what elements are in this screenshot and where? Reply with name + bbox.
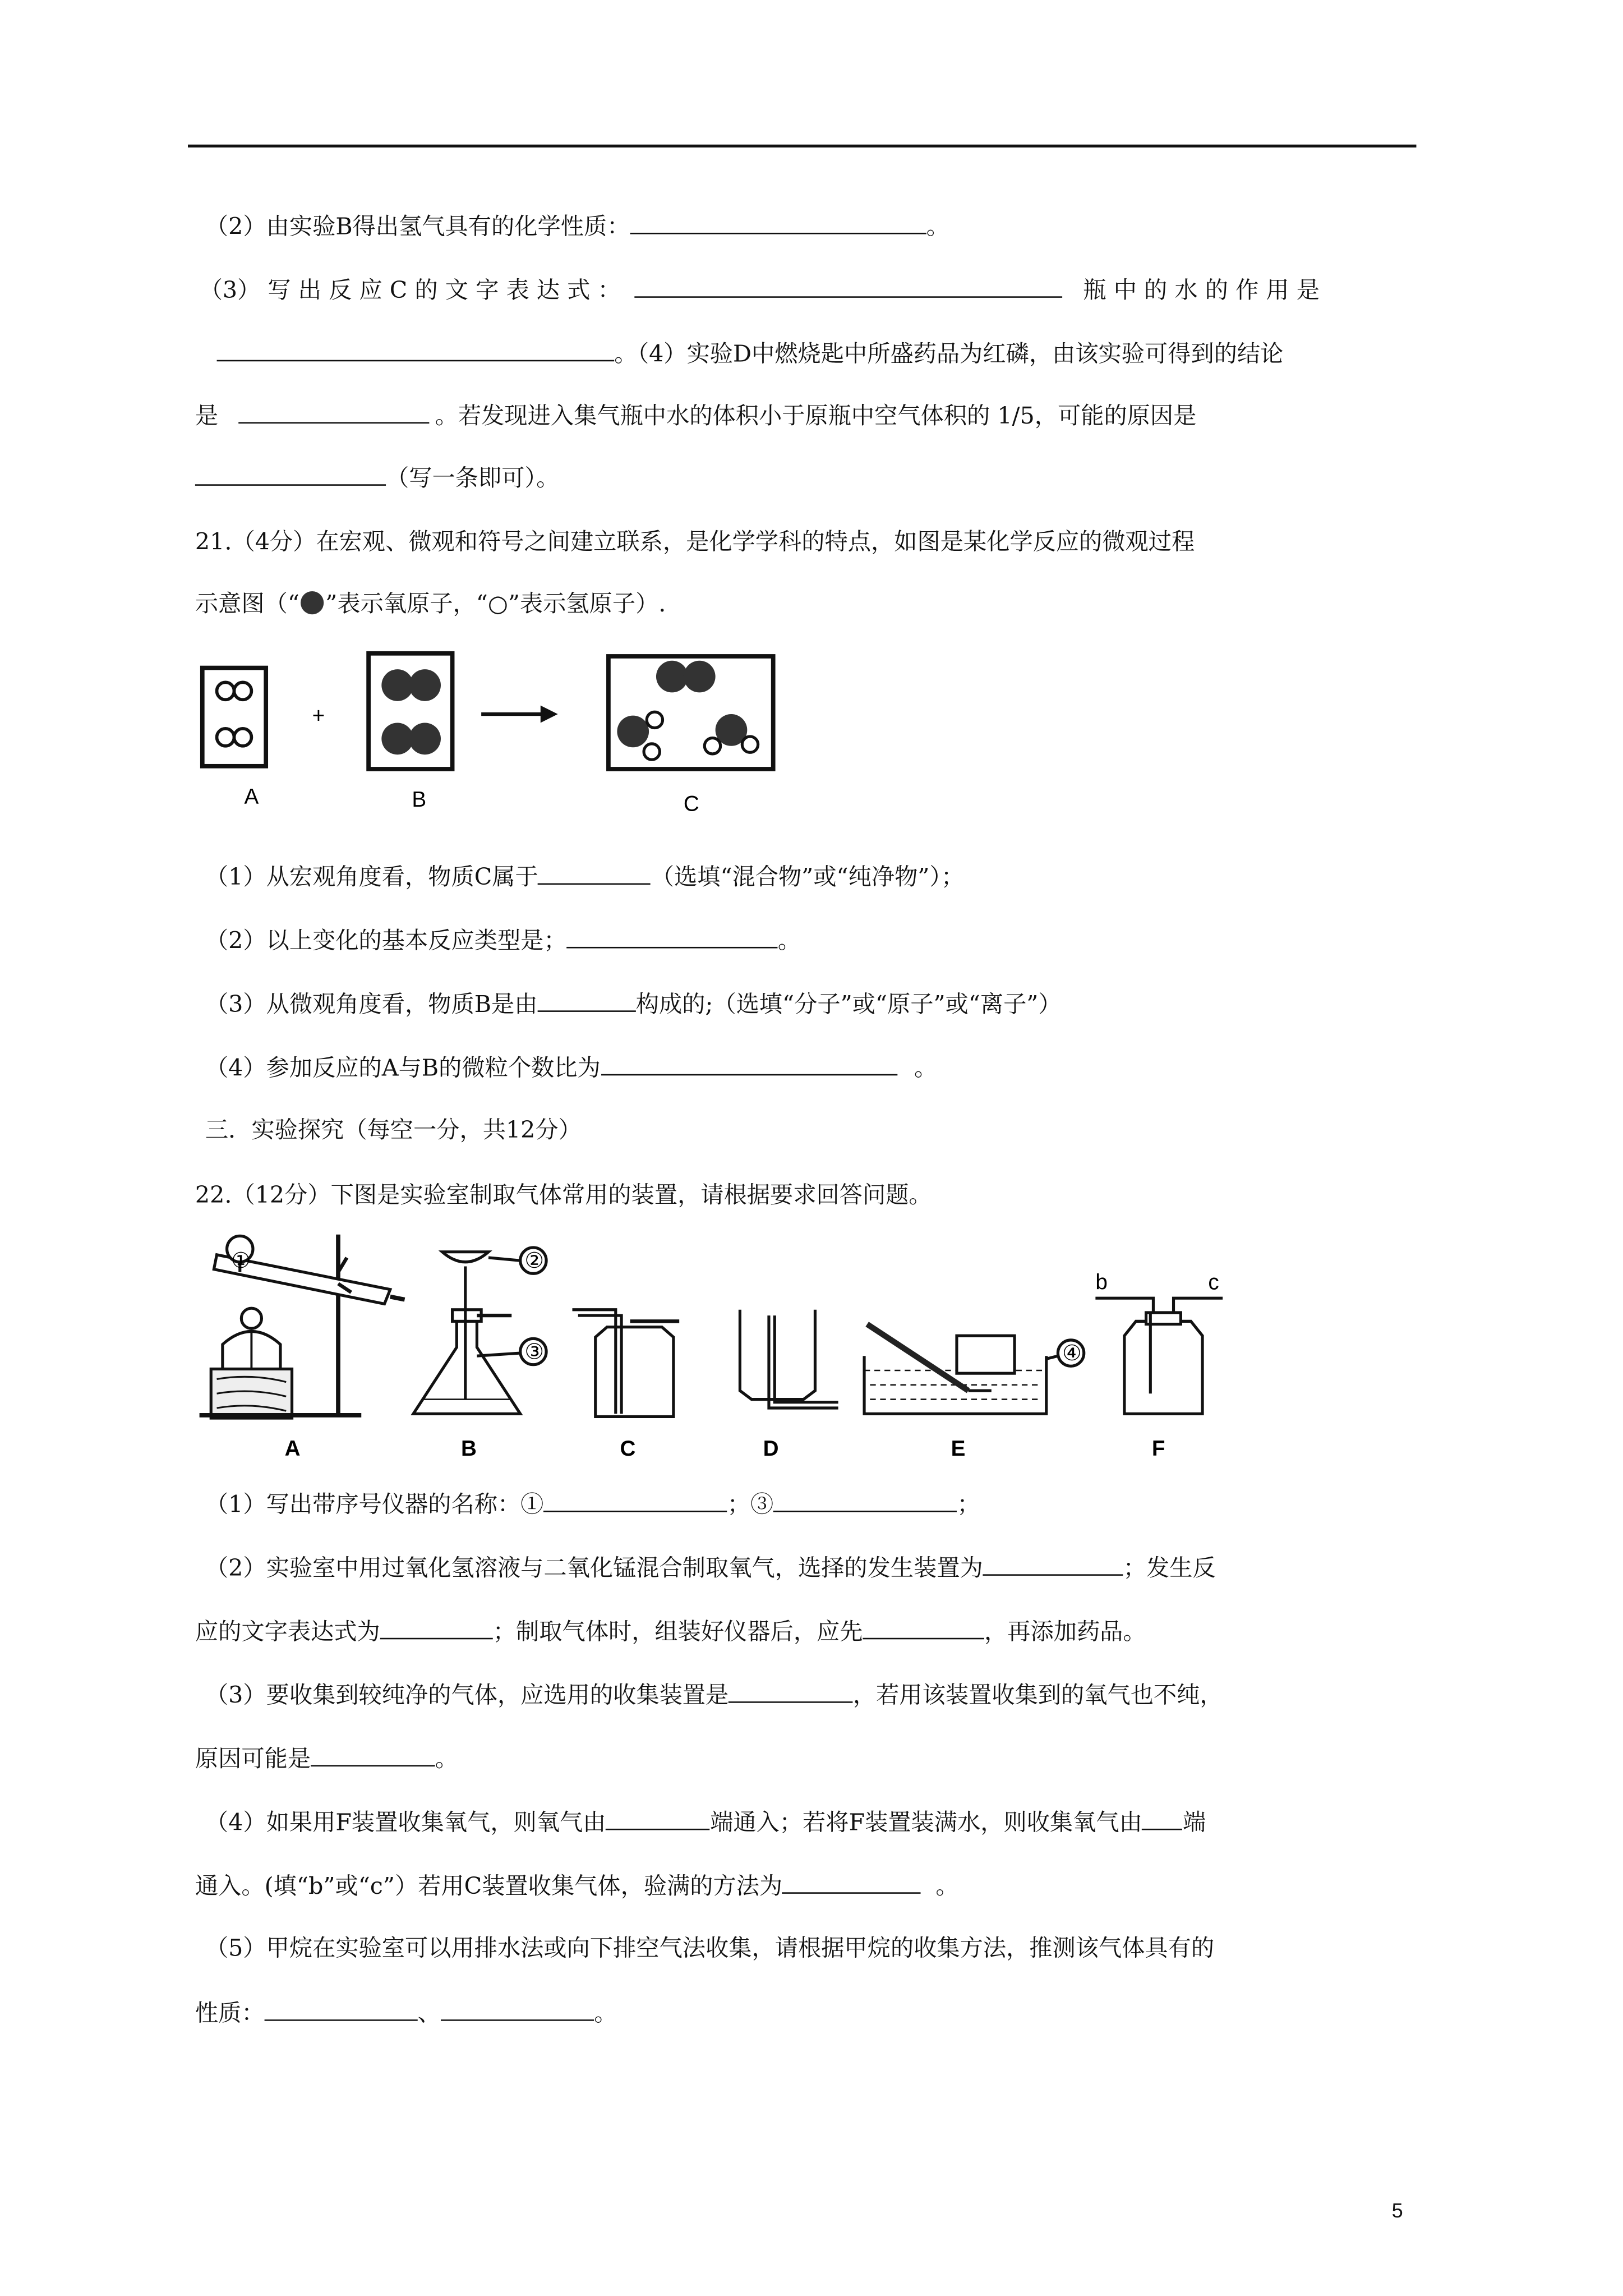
apparatus-c [572, 1310, 679, 1417]
q22-part2: （2）实验室中用过氧化氢溶液与二氧化锰混合制取氧气，选择的发生装置为 ；发生反 [205, 1553, 1216, 1583]
hydrogen-molecules-a [217, 682, 252, 746]
oxygen-molecules-b [381, 669, 441, 754]
label-b: B [412, 787, 427, 812]
q22-part2-cont: 应的文字表达式为 ；制取气体时，组装好仪器后，应先 ，再添加药品。 [195, 1616, 1146, 1646]
answer-blank[interactable] [238, 401, 429, 424]
label-d: D [763, 1437, 779, 1461]
q21-intro-line2: 示意图（“ ”表示氧原子，“○”表示氢原子）. [195, 590, 666, 618]
port-b-label: b [1095, 1270, 1108, 1295]
answer-blank[interactable] [538, 989, 636, 1012]
answer-blank[interactable] [567, 925, 778, 948]
marker-3: ③ [524, 1340, 545, 1364]
answer-blank[interactable] [782, 1871, 921, 1894]
q22-part3-cont: 原因可能是 。 [195, 1743, 458, 1774]
label-a: A [244, 784, 259, 809]
marker-2: ② [524, 1249, 545, 1273]
q20-part6: （写一条即可）。 [195, 463, 559, 493]
lab-apparatus-diagram [188, 1228, 1257, 1467]
label-b: B [461, 1437, 477, 1461]
q22-part5-cont: 性质： 、 。 [195, 1998, 617, 2028]
apparatus-d [740, 1310, 838, 1408]
q20-part5: 是 。若发现进入集气瓶中水的体积小于原瓶中空气体积的 1/5，可能的原因是 [195, 401, 1196, 431]
oxygen-atom-icon [301, 591, 324, 614]
q21-part4: （4）参加反应的A与B的微粒个数比为 。 [205, 1052, 937, 1083]
answer-blank[interactable] [863, 1616, 984, 1639]
reaction-microscopic-diagram [188, 647, 795, 828]
q21-part3: （3）从微观角度看，物质B是由 构成的;（选填“分子”或“原子”或“离子”） [205, 989, 1062, 1019]
q22-part1: （1）写出带序号仪器的名称：① ；③ ； [205, 1489, 980, 1519]
q20-part3: （3） 写 出 反 应 C 的 文 字 表 达 式 ： 瓶 中 的 水 的 作 用 是 [200, 275, 1320, 305]
label-f: F [1151, 1437, 1165, 1461]
q21-intro-line1: 21.（4分）在宏观、微观和符号之间建立联系，是化学学科的特点，如图是某化学反应的微观过程 [195, 527, 1195, 555]
label-e: E [951, 1437, 966, 1461]
marker-1: ① [231, 1249, 251, 1273]
answer-blank[interactable] [311, 1743, 435, 1766]
answer-blank[interactable] [630, 211, 926, 234]
answer-blank[interactable] [538, 862, 651, 885]
box-a [202, 668, 266, 766]
port-c-label: c [1208, 1270, 1219, 1295]
answer-blank[interactable] [635, 275, 1063, 298]
plus-sign: + [312, 703, 325, 728]
answer-blank[interactable] [380, 1616, 493, 1639]
answer-blank[interactable] [543, 1489, 727, 1512]
q21-part2: （2）以上变化的基本反应类型是； 。 [205, 925, 801, 955]
q22-intro: 22.（12分）下图是实验室制取气体常用的装置，请根据要求回答问题。 [195, 1181, 932, 1209]
answer-blank[interactable] [983, 1553, 1123, 1576]
answer-blank[interactable] [441, 1998, 594, 2021]
q22-part4: （4）如果用F装置收集氧气，则氧气由 端通入；若将F装置装满水，则收集氧气由 端 [205, 1807, 1206, 1837]
q20-part2: （2）由实验B得出氢气具有的化学性质： 。 [205, 211, 949, 241]
label-c: C [683, 792, 699, 816]
apparatus-f [1095, 1298, 1223, 1414]
answer-blank[interactable] [606, 1807, 711, 1830]
q21-part1: （1）从宏观角度看，物质C属于 （选填“混合物”或“纯净物”）； [205, 862, 964, 892]
product-molecules-c [617, 661, 758, 760]
answer-blank[interactable] [601, 1052, 897, 1075]
q22-part3: （3）要收集到较纯净的气体，应选用的收集装置是 ，若用该装置收集到的氧气也不纯， [205, 1680, 1223, 1710]
apparatus-a [200, 1235, 405, 1418]
answer-blank[interactable] [728, 1680, 853, 1703]
q20-part4: 。（4）实验D中燃烧匙中所盛药品为红磷，由该实验可得到的结论 [217, 338, 1284, 369]
arrow-head-icon [541, 706, 558, 723]
section-3-title: 三．实验探究（每空一分，共12分） [205, 1116, 582, 1144]
answer-blank[interactable] [217, 338, 615, 361]
label-c: C [620, 1437, 636, 1461]
answer-blank[interactable] [195, 463, 386, 486]
q22-part4-cont: 通入。(填“b”或“c”）若用C装置收集气体，验满的方法为 。 [195, 1871, 959, 1901]
page-number: 5 [1391, 2198, 1403, 2222]
label-a: A [284, 1437, 301, 1461]
box-b [368, 654, 452, 769]
answer-blank[interactable] [265, 1998, 418, 2021]
answer-blank[interactable] [773, 1489, 957, 1512]
header-rule [188, 145, 1416, 148]
answer-blank[interactable] [1142, 1807, 1183, 1830]
apparatus-e [864, 1324, 1084, 1414]
marker-4: ④ [1062, 1341, 1082, 1365]
q22-part5: （5）甲烷在实验室可以用排水法或向下排空气法收集，请根据甲烷的收集方法，推测该气体具有的 [205, 1934, 1215, 1962]
